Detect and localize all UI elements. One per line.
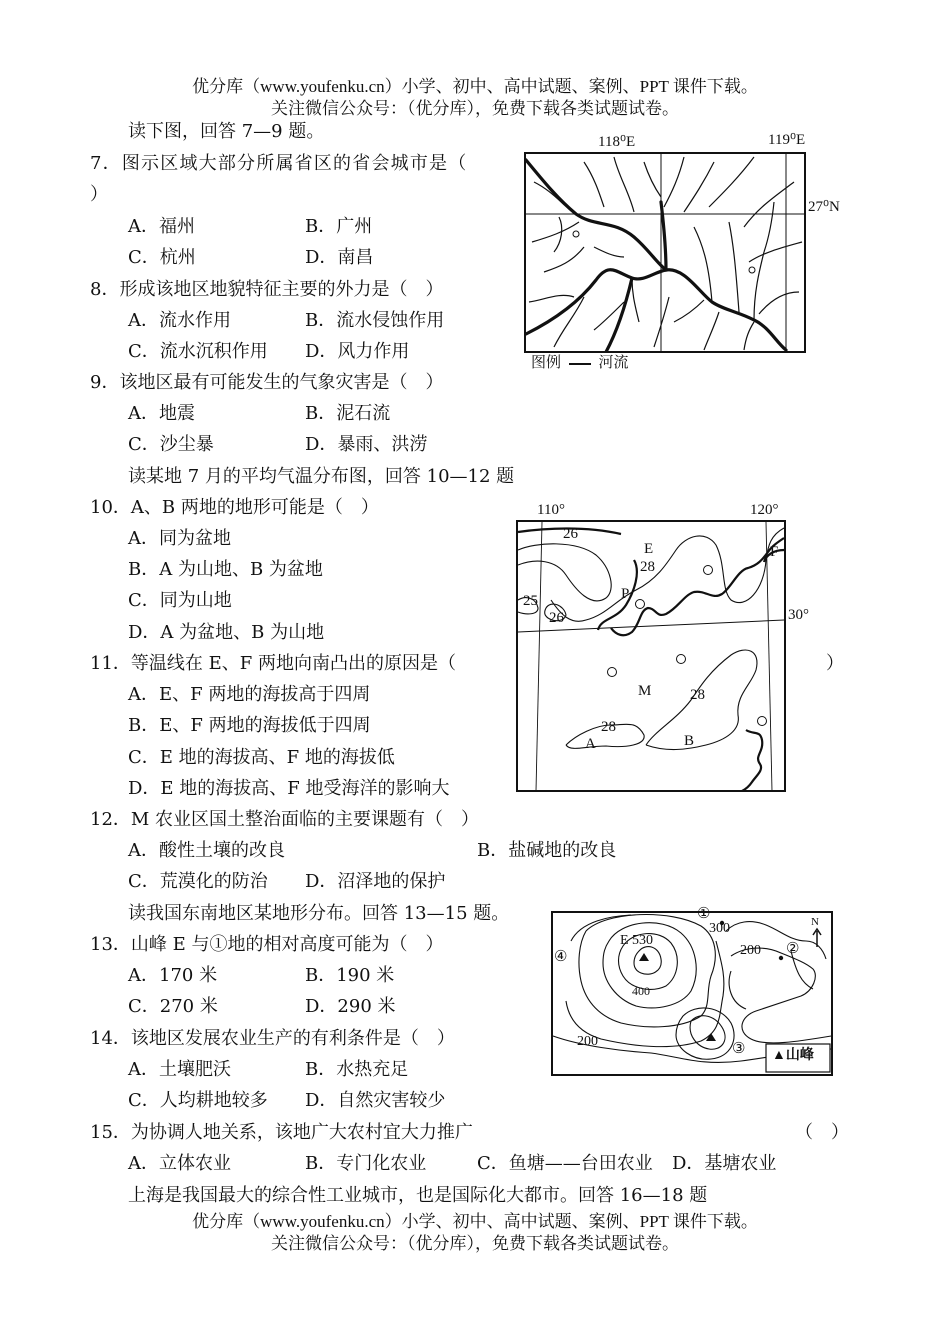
- peak-legend: ▲山峰: [772, 1048, 814, 1063]
- river-legend-icon: [569, 363, 591, 365]
- temp-label-26-top: 26: [563, 526, 578, 542]
- map2-lon-left: 110°: [537, 502, 565, 518]
- q9-option-c: C．沙尘暴: [128, 434, 214, 455]
- map1-lat: 27⁰N: [808, 199, 840, 215]
- place-label-f: F: [770, 544, 779, 560]
- q15-option-d: D．基塘农业: [672, 1153, 777, 1174]
- q15-option-b: B．专门化农业: [305, 1153, 427, 1174]
- q12-option-b: B．盐碱地的改良: [477, 840, 617, 861]
- q7-stem-cont: ）: [90, 184, 108, 205]
- q13-option-a: A．170 米: [128, 965, 218, 986]
- q13-stem: 13．山峰 E 与①地的相对高度可能为（ ）: [90, 934, 444, 955]
- q12-option-d: D．沼泽地的保护: [305, 871, 446, 892]
- q7-stem: 7．图示区域大部分所属省区的省会城市是（: [90, 153, 468, 174]
- q8-option-d: D．风力作用: [305, 341, 410, 362]
- q8-option-b: B．流水侵蚀作用: [305, 310, 445, 331]
- q15-paren: （ ）: [795, 1122, 849, 1143]
- footer-line-1: 优分库（www.youfenku.cn）小学、初中、高中试题、案例、PPT 课件下载。: [192, 1212, 758, 1231]
- q9-stem: 9．该地区最有可能发生的气象灾害是（ ）: [90, 372, 444, 393]
- q11-stem: 11．等温线在 E、F 两地向南凸出的原因是（: [90, 653, 456, 674]
- q7-option-b: B．广州: [305, 216, 373, 237]
- q10-option-b: B．A 为山地、B 为盆地: [128, 559, 323, 580]
- q13-option-c: C．270 米: [128, 996, 218, 1017]
- q14-stem: 14．该地区发展农业生产的有利条件是（ ）: [90, 1028, 455, 1049]
- legend-river: 河流: [598, 355, 629, 371]
- q10-option-a: A．同为盆地: [128, 528, 231, 549]
- q13-option-b: B．190 米: [305, 965, 395, 986]
- intro-7-9: 读下图，回答 7—9 题。: [128, 121, 325, 142]
- q15-option-a: A．立体农业: [128, 1153, 231, 1174]
- map1-lon-right: 119⁰E: [768, 132, 806, 148]
- place-label-a: A: [585, 736, 596, 752]
- q10-option-c: C．同为山地: [128, 590, 232, 611]
- temp-label-28-a: 28: [601, 719, 616, 735]
- map2-lat: 30°: [788, 607, 809, 623]
- place-label-e: E: [644, 541, 654, 557]
- header-line-2: 关注微信公众号：（优分库），免费下载各类试题试卷。: [271, 99, 679, 118]
- map1-lon-left: 118⁰E: [598, 134, 636, 150]
- q9-option-a: A．地震: [128, 403, 195, 424]
- q14-option-d: D．自然灾害较少: [305, 1090, 446, 1111]
- river-map: [524, 152, 806, 353]
- contour-label-300: 300: [709, 921, 730, 936]
- q7-option-c: C．杭州: [128, 247, 196, 268]
- q11-option-c: C．E 地的海拔高、F 地的海拔低: [128, 747, 395, 768]
- q11-option-d: D．E 地的海拔高、F 地受海洋的影响大: [128, 778, 450, 799]
- point-4-label: ④: [554, 949, 568, 965]
- q15-stem: 15．为协调人地关系，该地广大农村宜大力推广: [90, 1122, 473, 1143]
- q9-option-b: B．泥石流: [305, 403, 391, 424]
- point-3-label: ③: [732, 1041, 746, 1057]
- q13-option-d: D．290 米: [305, 996, 396, 1017]
- q11-paren-close: ）: [826, 653, 844, 674]
- intro-16-18: 上海是我国最大的综合性工业城市，也是国际化大都市。回答 16—18 题: [128, 1185, 708, 1206]
- q10-option-d: D．A 为盆地、B 为山地: [128, 622, 325, 643]
- header-line-1: 优分库（www.youfenku.cn）小学、初中、高中试题、案例、PPT 课件下载。: [192, 77, 758, 96]
- q10-stem: 10．A、B 两地的地形可能是（ ）: [90, 497, 379, 518]
- north-label: N: [811, 916, 819, 928]
- q7-option-d: D．南昌: [305, 247, 374, 268]
- q14-option-a: A．土壤肥沃: [128, 1059, 231, 1080]
- temp-label-28-b: 28: [690, 687, 705, 703]
- point-2-label: ②: [786, 941, 800, 957]
- intro-10-12: 读某地 7 月的平均气温分布图，回答 10—12 题: [128, 466, 515, 487]
- map2-lon-right: 120°: [750, 502, 779, 518]
- place-label-m: M: [638, 683, 652, 699]
- place-label-b: B: [684, 733, 695, 749]
- contour-label-200-right: 200: [740, 943, 761, 958]
- contour-label-400: 400: [632, 984, 650, 998]
- temp-label-28-e: 28: [640, 559, 655, 575]
- q11-option-a: A．E、F 两地的海拔高于四周: [128, 684, 371, 705]
- footer-line-2: 关注微信公众号：（优分库），免费下载各类试题试卷。: [271, 1234, 679, 1253]
- q14-option-c: C．人均耕地较多: [128, 1090, 268, 1111]
- legend-prefix: 图例: [531, 355, 562, 371]
- q12-option-c: C．荒漠化的防治: [128, 871, 268, 892]
- contour-label-200-left: 200: [577, 1034, 598, 1049]
- q8-option-a: A．流水作用: [128, 310, 231, 331]
- q11-option-b: B．E、F 两地的海拔低于四周: [128, 715, 371, 736]
- intro-13-15: 读我国东南地区某地形分布。回答 13—15 题。: [128, 903, 510, 924]
- place-label-p: P: [621, 586, 630, 602]
- q8-option-c: C．流水沉积作用: [128, 341, 268, 362]
- q15-option-c: C．鱼塘——台田农业: [477, 1153, 653, 1174]
- q12-option-a: A．酸性土壤的改良: [128, 840, 285, 861]
- q8-stem: 8．形成该地区地貌特征主要的外力是（ ）: [90, 279, 444, 300]
- map1-legend: [531, 356, 629, 371]
- peak-e-label: E 530: [620, 933, 654, 948]
- q9-option-d: D．暴雨、洪涝: [305, 434, 428, 455]
- q12-stem: 12．M 农业区国土整治面临的主要课题有（ ）: [90, 809, 480, 830]
- q7-option-a: A．福州: [128, 216, 195, 237]
- temp-label-25: 25: [523, 593, 538, 609]
- q14-option-b: B．水热充足: [305, 1059, 409, 1080]
- point-1-label: ①: [697, 906, 711, 922]
- temp-label-26-low: 26: [549, 610, 564, 626]
